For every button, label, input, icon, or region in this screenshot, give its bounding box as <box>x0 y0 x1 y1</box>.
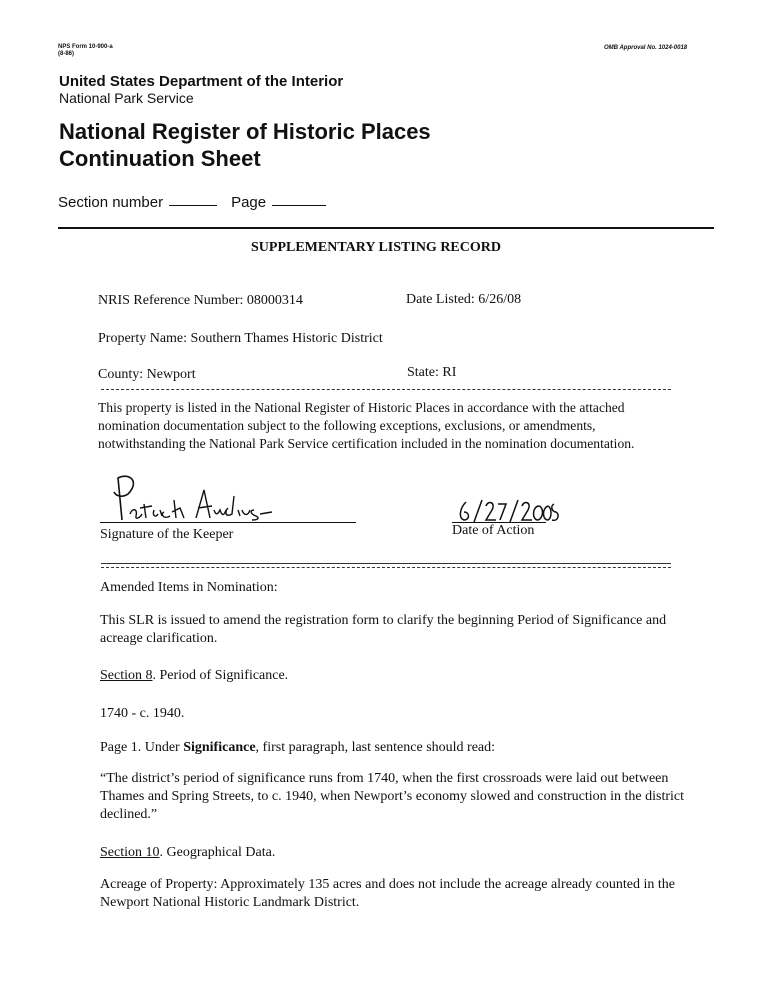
signature-line <box>100 522 356 523</box>
period-of-significance: 1740 - c. 1940. <box>100 706 185 721</box>
section-number-blank <box>169 205 217 206</box>
form-number <box>58 44 113 58</box>
signature-label: Signature of the Keeper <box>100 527 234 542</box>
section-8-heading <box>100 668 288 684</box>
omb-approval: OMB Approval No. 1024-0018 <box>604 45 688 51</box>
department-name: United States Department of the Interior <box>59 73 344 90</box>
date-listed: Date Listed: 6/26/08 <box>406 292 522 307</box>
form-date-text: (8-86) <box>58 51 75 57</box>
date-of-action-label: Date of Action <box>452 523 535 538</box>
nris-number: NRIS Reference Number: 08000314 <box>98 293 303 308</box>
dashed-divider-top <box>101 389 671 390</box>
section-8-label: Section 8 <box>100 668 153 683</box>
amendment-intro: This SLR is issued to amend the registration form to clarify the beginning Period of Significance and acreage clarification. <box>100 613 667 646</box>
keeper-signature <box>100 470 280 530</box>
section-number-label: Section number <box>58 194 164 211</box>
agency-name: National Park Service <box>59 90 194 106</box>
record-heading: SUPPLEMENTARY LISTING RECORD <box>251 240 501 255</box>
title-line-1: National Register of Historic Places <box>59 119 431 144</box>
page-label: Page <box>231 194 267 211</box>
page-1-suffix: , first paragraph, last sentence should read: <box>255 740 496 755</box>
significance-bold: Significance <box>183 740 256 755</box>
divider-double-1 <box>101 563 671 564</box>
page-title <box>59 118 431 172</box>
section-page-row <box>58 194 326 211</box>
page-1-prefix: Page 1. Under <box>100 740 184 755</box>
page-number-blank <box>272 205 326 206</box>
section-8-title: . Period of Significance. <box>152 668 289 683</box>
state: State: RI <box>407 365 457 380</box>
acreage-statement: Acreage of Property: Approximately 135 acres and does not include the acreage already counted in the Newport National Historic Landmark District. <box>100 877 675 910</box>
amended-items-heading: Amended Items in Nomination: <box>100 580 278 595</box>
header-rule <box>58 227 714 229</box>
significance-quote: “The district’s period of significance runs from 1740, when the first crossroads were laid out between Thames and Spring Streets, to c. 1940, when Newport’s economy slowed and construction in the district declined.” <box>100 771 685 822</box>
listing-statement: This property is listed in the National Register of Historic Places in accordance with the attached nomination documentation subject to the following exceptions, exclusions, or amendments, notwithstanding the National Park Service certification included in the nomination documentation. <box>98 400 635 451</box>
form-number-text: NPS Form 10-900-a <box>58 44 113 50</box>
section-10-label: Section 10 <box>100 845 160 860</box>
title-line-2: Continuation Sheet <box>59 146 261 171</box>
page-1-instruction <box>100 740 495 756</box>
county: County: Newport <box>98 367 196 382</box>
divider-double-2 <box>101 567 671 568</box>
section-10-title: . Geographical Data. <box>159 845 276 860</box>
section-10-heading <box>100 845 275 861</box>
property-name: Property Name: Southern Thames Historic District <box>98 331 383 346</box>
